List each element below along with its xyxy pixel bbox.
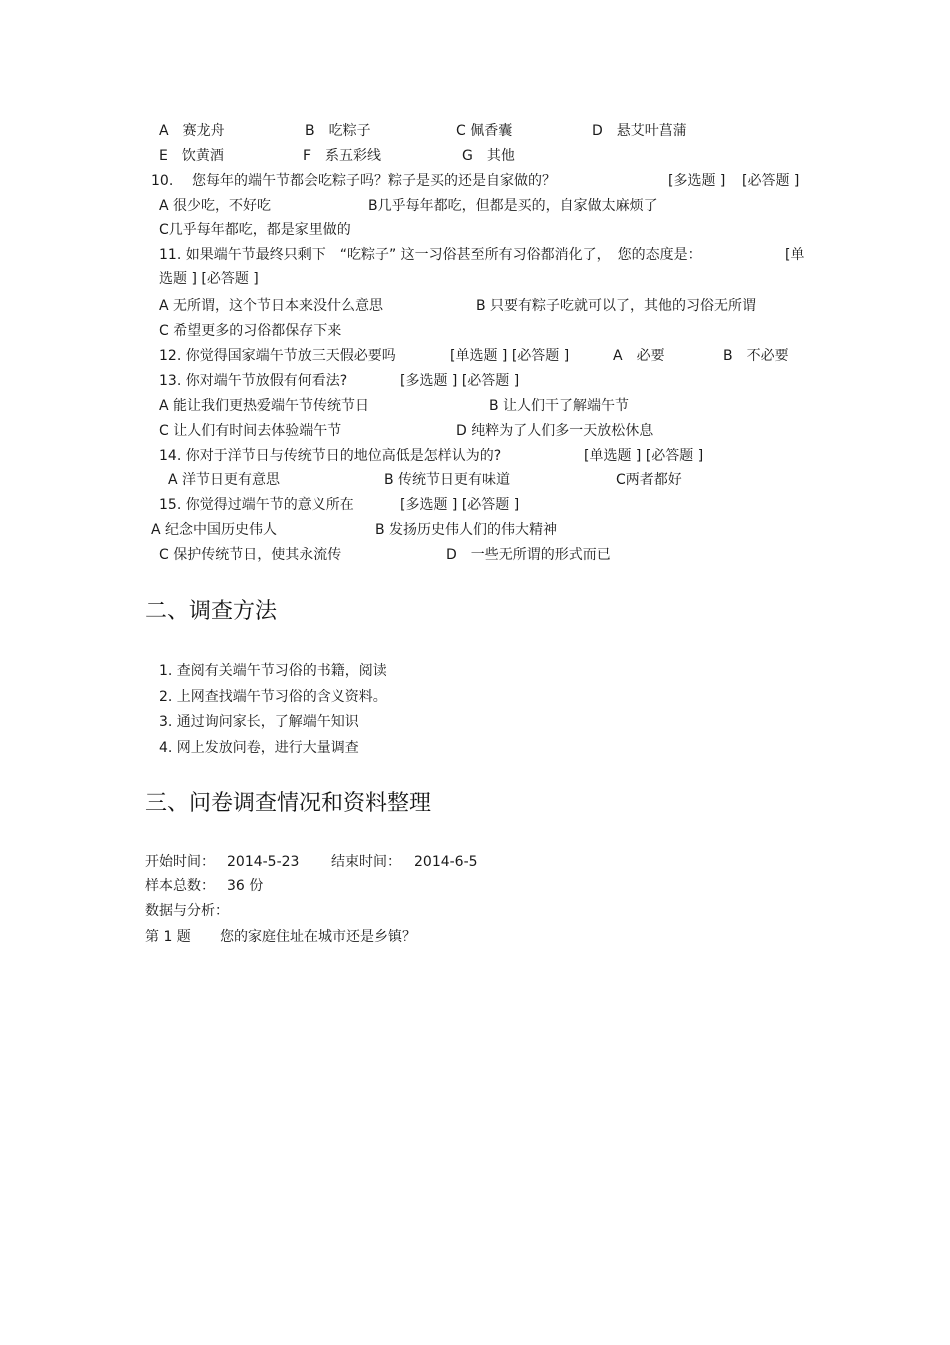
q9-option-d: D 悬艾叶菖蒲: [592, 123, 687, 139]
q10-option-c: C几乎每年都吃，都是家里做的: [159, 222, 351, 238]
q10-tag-multi: [多选题 ]: [668, 173, 726, 189]
q12-tags: [单选题 ] [必答题 ]: [450, 348, 570, 364]
method-item: 2. 上网查找端午节习俗的含义资料。: [159, 689, 387, 705]
q14-text: 14. 你对于洋节日与传统节日的地位高低是怎样认为的?: [159, 448, 502, 464]
sample-total-value: 36 份: [227, 878, 264, 894]
q13-text: 13. 你对端午节放假有何看法?: [159, 373, 348, 389]
start-time-label: 开始时间：: [145, 854, 215, 870]
analysis-label: 数据与分析：: [145, 903, 229, 919]
q15-option-a: A 纪念中国历史伟人: [151, 522, 278, 538]
q13-tags: [多选题 ] [必答题 ]: [400, 373, 520, 389]
section-heading-methods: 二、调查方法: [145, 599, 278, 624]
q14-option-a: A 洋节日更有意思: [168, 472, 281, 488]
q15-option-c: C 保护传统节日，使其永流传: [159, 547, 342, 563]
q11-tags: 选题 ] [必答题 ]: [159, 271, 259, 287]
q14-option-c: C两者都好: [616, 472, 682, 488]
q10-number: 10.: [151, 173, 174, 189]
q14-option-b: B 传统节日更有味道: [384, 472, 511, 488]
q9-option-e: E 饮黄酒: [159, 148, 224, 164]
q11-tag-start: [单: [785, 247, 805, 263]
method-item: 4. 网上发放问卷，进行大量调查: [159, 740, 359, 756]
q9-option-c: C 佩香囊: [456, 123, 513, 139]
q9-option-b: B 吃粽子: [305, 123, 371, 139]
q12-option-b: B 不必要: [723, 348, 789, 364]
q9-option-f: F 系五彩线: [303, 148, 382, 164]
sample-total-label: 样本总数：: [145, 878, 215, 894]
start-time-value: 2014-5-23: [227, 854, 300, 870]
q1-text: 您的家庭住址在城市还是乡镇？: [220, 929, 416, 945]
q1-label: 第 1 题: [145, 929, 191, 945]
q12-text: 12. 你觉得国家端午节放三天假必要吗: [159, 348, 396, 364]
q9-option-g: G 其他: [462, 148, 515, 164]
q13-option-d: D 纯粹为了人们多一天放松休息: [456, 423, 654, 439]
q10-tag-required: [必答题 ]: [742, 173, 800, 189]
q15-text: 15. 你觉得过端午节的意义所在: [159, 497, 354, 513]
q11-option-a: A 无所谓，这个节日本来没什么意思: [159, 298, 384, 314]
q9-option-a: A 赛龙舟: [159, 123, 225, 139]
end-time-value: 2014-6-5: [414, 854, 478, 870]
q12-option-a: A 必要: [613, 348, 665, 364]
q15-tags: [多选题 ] [必答题 ]: [400, 497, 520, 513]
q15-option-d: D 一些无所谓的形式而已: [446, 547, 611, 563]
q10-option-a: A 很少吃，不好吃: [159, 198, 272, 214]
q10-option-b: B几乎每年都吃，但都是买的，自家做太麻烦了: [368, 198, 658, 214]
q13-option-b: B 让人们干了解端午节: [489, 398, 630, 414]
method-item: 3. 通过询问家长，了解端午知识: [159, 714, 359, 730]
q15-option-b: B 发扬历史伟人们的伟大精神: [375, 522, 558, 538]
q11-option-c: C 希望更多的习俗都保存下来: [159, 323, 342, 339]
section-heading-survey: 三、问卷调查情况和资料整理: [145, 791, 432, 816]
q11-option-b: B 只要有粽子吃就可以了，其他的习俗无所谓: [476, 298, 757, 314]
end-time-label: 结束时间：: [331, 854, 401, 870]
q11-text: 11. 如果端午节最终只剩下 “吃粽子” 这一习俗甚至所有习俗都消化了， 您的态度是：: [159, 247, 702, 263]
q10-text: 您每年的端午节都会吃粽子吗？粽子是买的还是自家做的？: [192, 173, 556, 189]
method-item: 1. 查阅有关端午节习俗的书籍，阅读: [159, 663, 387, 679]
q13-option-c: C 让人们有时间去体验端午节: [159, 423, 342, 439]
q14-tags: [单选题 ] [必答题 ]: [584, 448, 704, 464]
q13-option-a: A 能让我们更热爱端午节传统节日: [159, 398, 370, 414]
